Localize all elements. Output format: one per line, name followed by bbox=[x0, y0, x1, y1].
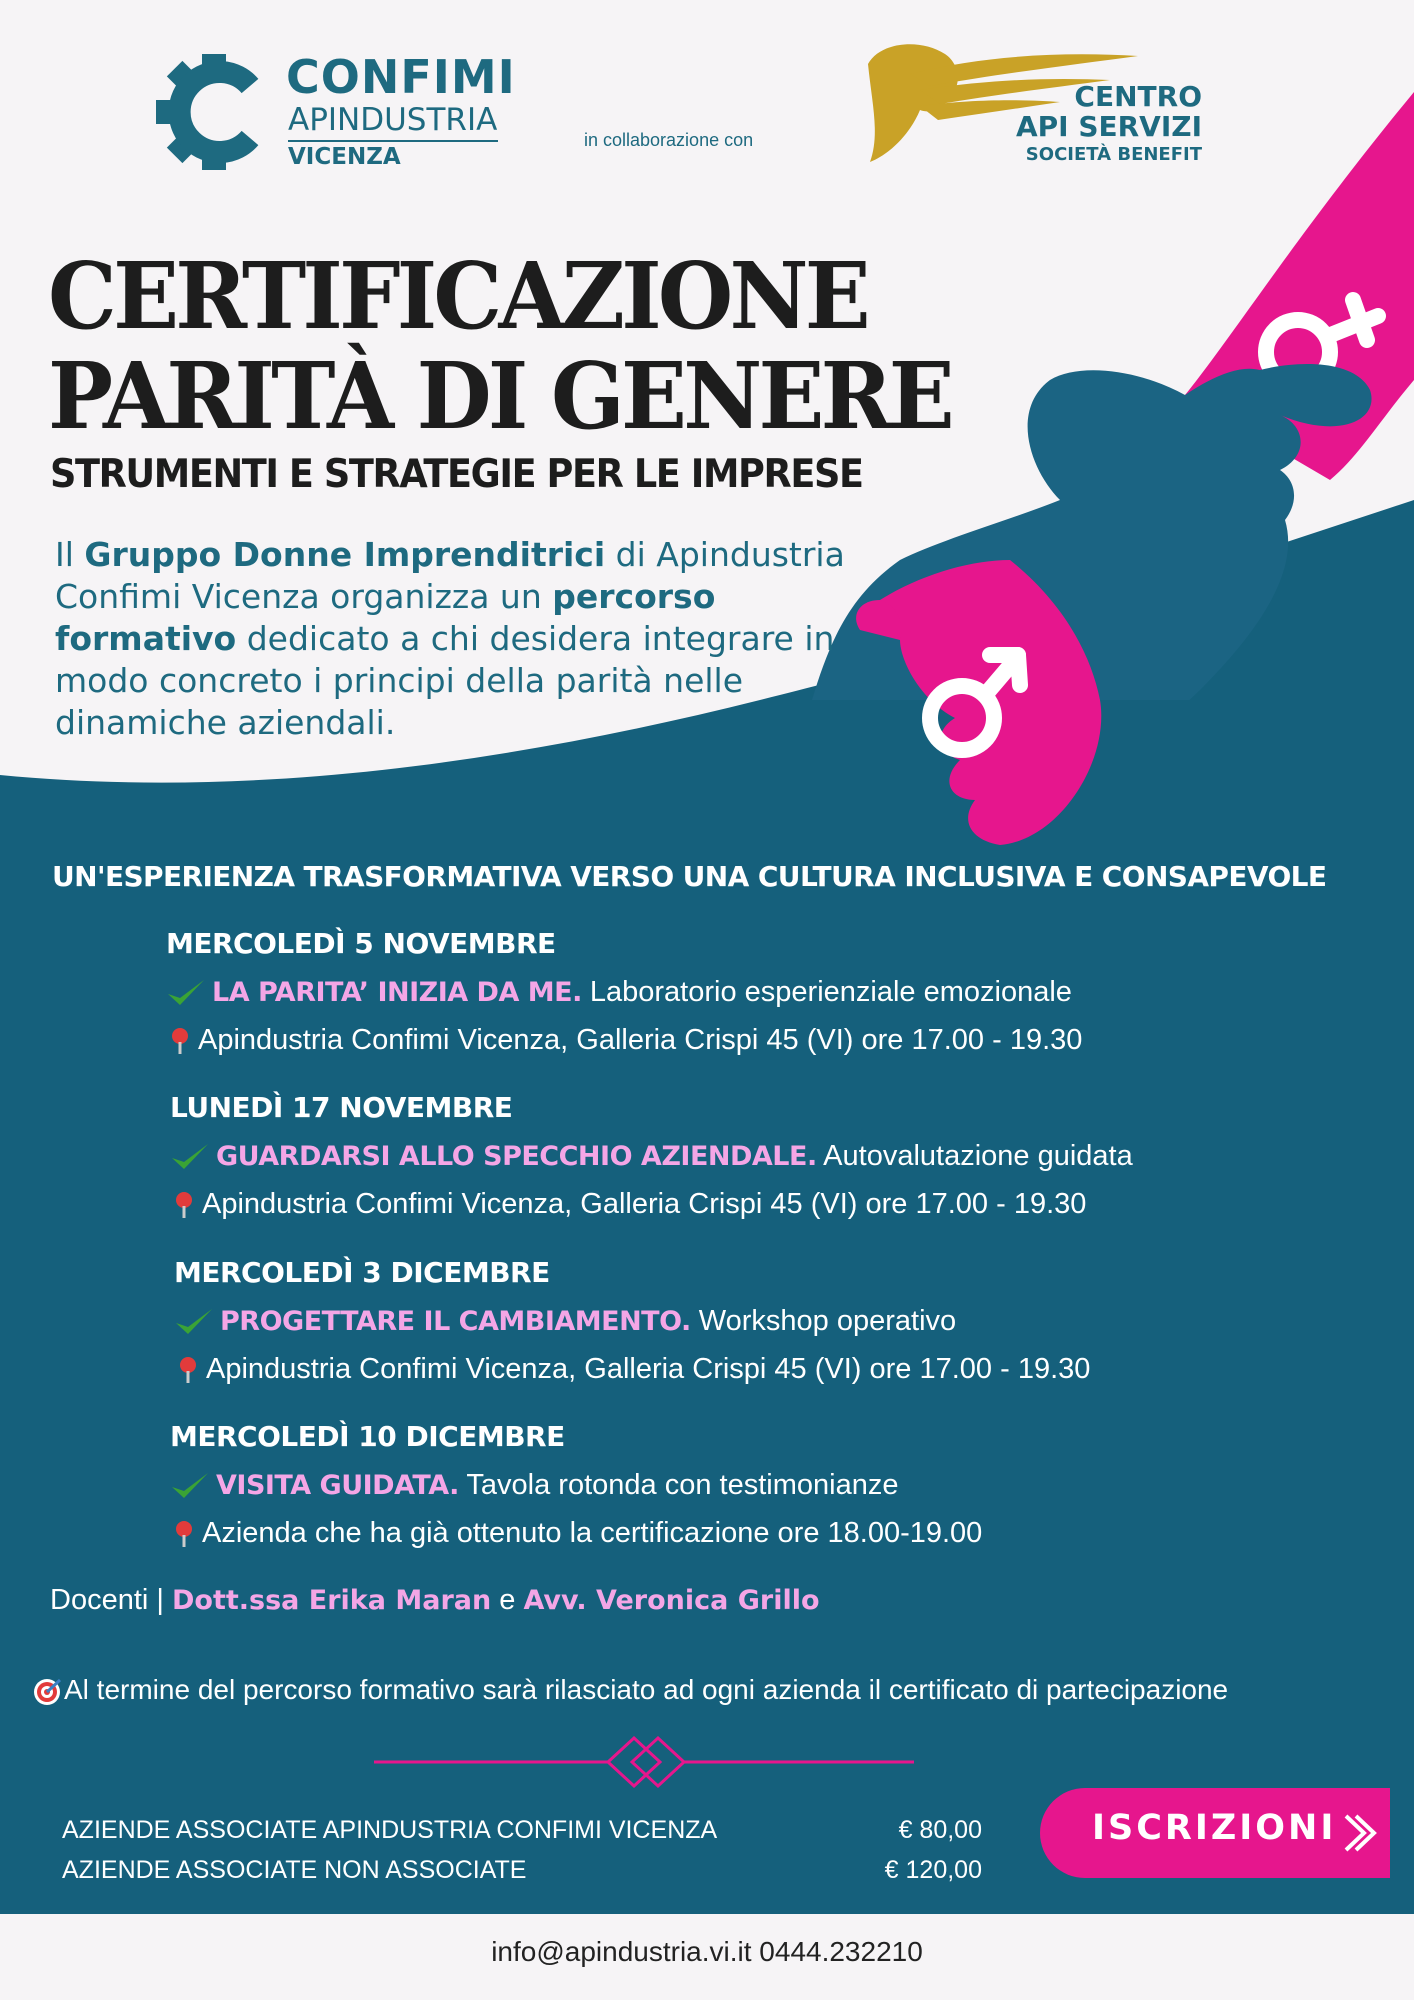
title-line1: CERTIFICAZIONE bbox=[48, 242, 867, 350]
event-title: GUARDARSI ALLO SPECCHIO AZIENDALE. bbox=[216, 1141, 817, 1172]
event-title: PROGETTARE IL CAMBIAMENTO. bbox=[220, 1306, 691, 1337]
event-title-line bbox=[170, 1461, 1320, 1509]
event-description: Tavola rotonda con testimonianze bbox=[458, 1469, 899, 1501]
section-tagline: UN'ESPERIENZA TRASFORMATIVA VERSO UNA CULTURA INCLUSIVA E CONSAPEVOLE bbox=[52, 860, 1327, 893]
iscrizioni-button[interactable] bbox=[1040, 1788, 1390, 1878]
check-icon bbox=[166, 978, 206, 1008]
partner-line1: CENTRO bbox=[1074, 80, 1202, 113]
price-row bbox=[62, 1810, 982, 1850]
event-description: Laboratorio esperienziale emozionale bbox=[581, 976, 1072, 1008]
event-location: Azienda che ha già ottenuto la certificazione ore 18.00-19.00 bbox=[202, 1517, 983, 1549]
price-amount: € 120,00 bbox=[884, 1856, 982, 1884]
event-title-line bbox=[166, 968, 1316, 1016]
event-date: LUNEDÌ 17 NOVEMBRE bbox=[170, 1091, 513, 1124]
footer bbox=[0, 1914, 1414, 2000]
event-date: MERCOLEDÌ 3 DICEMBRE bbox=[174, 1256, 550, 1289]
intro-text-2: di Apindustria Confimi Vicenza organizza un bbox=[55, 535, 845, 616]
intro-paragraph bbox=[55, 534, 875, 744]
org-sub: APINDUSTRIA bbox=[288, 102, 498, 138]
event-location-line bbox=[174, 1345, 1324, 1393]
location-pin-icon bbox=[178, 1356, 198, 1384]
centro-api-servizi-logo bbox=[850, 34, 1210, 174]
chevron-right-icon bbox=[1340, 1812, 1380, 1854]
event-location-line bbox=[170, 1509, 1320, 1557]
price-row bbox=[62, 1850, 982, 1890]
check-icon bbox=[170, 1471, 210, 1501]
intro-bold-2: percorso formativo bbox=[55, 577, 716, 658]
org-city: VICENZA bbox=[288, 144, 401, 170]
event-date: MERCOLEDÌ 10 DICEMBRE bbox=[170, 1420, 565, 1453]
footer-contact: info@apindustria.vi.it 0444.232210 bbox=[491, 1936, 923, 1967]
event-title-line bbox=[170, 1132, 1320, 1180]
iscrizioni-label: ISCRIZIONI bbox=[1092, 1808, 1337, 1848]
event-description: Workshop operativo bbox=[690, 1305, 957, 1337]
location-pin-icon bbox=[174, 1520, 194, 1548]
event-location: Apindustria Confimi Vicenza, Galleria Crispi 45 (VI) ore 17.00 - 19.30 bbox=[206, 1353, 1091, 1385]
docente-2: Avv. Veronica Grillo bbox=[523, 1585, 820, 1616]
event-date: MERCOLEDÌ 5 NOVEMBRE bbox=[166, 927, 556, 960]
target-icon bbox=[32, 1677, 62, 1707]
event-description: Autovalutazione guidata bbox=[816, 1140, 1133, 1172]
org-name: CONFIMI bbox=[286, 50, 516, 104]
intro-bold-1: Gruppo Donne Imprenditrici bbox=[84, 535, 606, 574]
event-item bbox=[174, 1249, 1324, 1393]
page-title bbox=[48, 242, 951, 450]
collaboration-text: in collaborazione con bbox=[584, 130, 754, 150]
docente-1: Dott.ssa Erika Maran bbox=[171, 1585, 492, 1616]
price-amount: € 80,00 bbox=[898, 1816, 982, 1844]
intro-text-3: dedicato a chi desidera integrare in modo concreto i principi della parità nelle dinamiche aziendali. bbox=[55, 619, 835, 742]
event-location-line bbox=[170, 1180, 1320, 1228]
event-location: Apindustria Confimi Vicenza, Galleria Crispi 45 (VI) ore 17.00 - 19.30 bbox=[202, 1188, 1087, 1220]
event-title: LA PARITA’ INIZIA DA ME. bbox=[212, 977, 582, 1008]
docenti-label: Docenti | bbox=[50, 1584, 172, 1616]
docenti-line bbox=[50, 1584, 820, 1617]
title-line2: PARITÀ DI GENERE bbox=[48, 342, 951, 450]
location-pin-icon bbox=[174, 1191, 194, 1219]
check-icon bbox=[174, 1307, 214, 1337]
gear-logo-icon bbox=[150, 48, 278, 176]
event-item bbox=[170, 1084, 1320, 1228]
page-subtitle: STRUMENTI E STRATEGIE PER LE IMPRESE bbox=[50, 452, 863, 497]
event-title: VISITA GUIDATA. bbox=[216, 1470, 459, 1501]
pricing-table bbox=[62, 1810, 982, 1890]
price-label: AZIENDE ASSOCIATE NON ASSOCIATE bbox=[62, 1856, 527, 1884]
check-icon bbox=[170, 1142, 210, 1172]
partner-line3: SOCIETÀ BENEFIT bbox=[1025, 144, 1202, 165]
teal-block bbox=[812, 700, 1414, 850]
docenti-conj: e bbox=[491, 1584, 524, 1616]
location-pin-icon bbox=[170, 1027, 190, 1055]
price-label: AZIENDE ASSOCIATE APINDUSTRIA CONFIMI VICENZA bbox=[62, 1816, 718, 1844]
confimi-logo bbox=[150, 48, 516, 178]
event-location: Apindustria Confimi Vicenza, Galleria Crispi 45 (VI) ore 17.00 - 19.30 bbox=[198, 1024, 1083, 1056]
intro-text-1: Il bbox=[55, 535, 85, 574]
partner-line2: API SERVIZI bbox=[1015, 110, 1202, 143]
certificate-note-text: Al termine del percorso formativo sarà rilasciato ad ogni azienda il certificato di partecipazione bbox=[64, 1674, 1229, 1705]
event-item bbox=[170, 1413, 1320, 1557]
certificate-note bbox=[32, 1674, 1228, 1707]
event-location-line bbox=[166, 1016, 1316, 1064]
event-item bbox=[166, 920, 1316, 1064]
logo-underline bbox=[288, 140, 498, 142]
event-title-line bbox=[174, 1297, 1324, 1345]
